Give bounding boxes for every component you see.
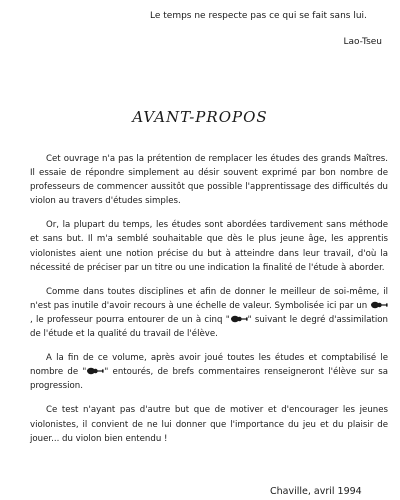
epigraph: [150, 10, 382, 49]
document-body: [30, 152, 388, 446]
paragraph-4: [30, 351, 388, 393]
violin-icon: [230, 315, 248, 323]
paragraph-1: Cet ouvrage n'a pas la prétention de remplacer les études des grands Maîtres. Il essaie de répondre simplement au désir souvent exprimé par bon nombre de professeurs de commencer aussitôt que possible l'apprentissage des difficultés du violon au travers d'études simples.: [30, 154, 388, 207]
violin-icon: [86, 367, 104, 375]
signature-date: Chaville, avril 1994: [270, 486, 362, 497]
epigraph-quote: Le temps ne respecte pas ce qui se fait sans lui.: [150, 11, 367, 21]
paragraph-3-part-b: , le professeur pourra entourer de un à cinq ": [30, 314, 230, 325]
violin-icon: [370, 301, 388, 309]
page-title: AVANT-PROPOS: [132, 108, 268, 126]
paragraph-4-part-b: " entourés, de brefs commentaires renseigneront l'élève sur sa progression.: [30, 367, 388, 392]
paragraph-5: Ce test n'ayant pas d'autre but que de motiver et d'encourager les jeunes violonistes, il convient de ne lui donner que l'importance du jeu et du plaisir de jouer... du violon bien entendu !: [30, 405, 388, 444]
paragraph-3-part-a: Comme dans toutes disciplines et afin de donner le meilleur de soi-même, il n'est pas inutile d'avoir recours à une échelle de valeur. Symbolisée ici par un: [30, 286, 388, 311]
paragraph-3-part-c: " suivant le degré d'assimilation de l'étude et la qualité du travail de l'élève.: [30, 314, 388, 340]
epigraph-author: Lao-Tseu: [343, 37, 382, 47]
paragraph-3: [30, 285, 388, 341]
paragraph-4-part-a: A la fin de ce volume, après avoir joué toutes les études et comptabilisé le nombre de ": [30, 353, 388, 378]
paragraph-2: Or, la plupart du temps, les études sont abordées tardivement sans méthode et sans but. Il m'a semblé souhaitable que dès le plus jeune âge, les apprentis violonistes aient une notion précise du but à atteindre dans leur travail, d'où la nécessité de préciser par un titre ou une indication la finalité de l'étude à aborder.: [30, 220, 388, 273]
